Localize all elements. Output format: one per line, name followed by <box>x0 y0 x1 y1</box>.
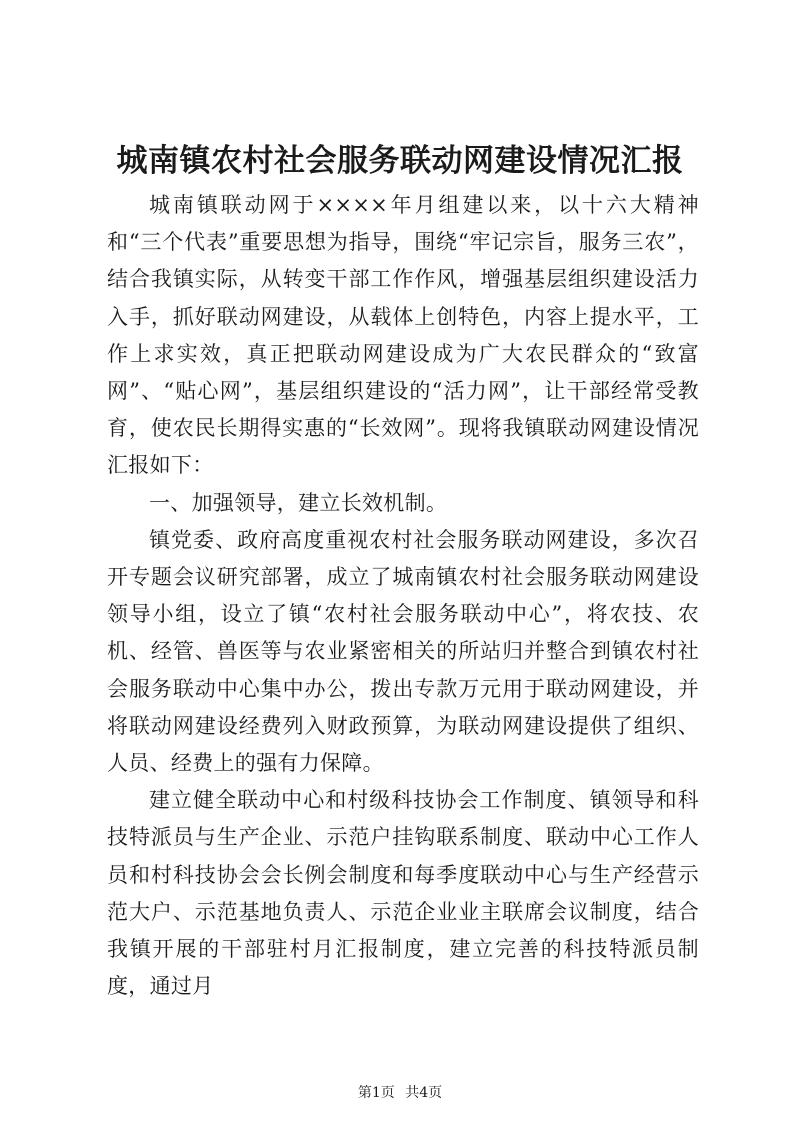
paragraph-systems: 建立健全联动中心和村级科技协会工作制度、镇领导和科技特派员与生产企业、示范户挂钩联系制度、联动中心工作人员和村科技协会会长例会制度和每季度联动中心与生产经营示范大户、示范基地负责人、示范企业业主联席会议制度，结合我镇开展的干部驻村月汇报制度，建立完善的科技特派员制度，通过月 <box>107 788 699 999</box>
page-number: 第1页 <box>357 1085 395 1101</box>
document-body <box>107 187 699 1005</box>
paragraph-intro: 城南镇联动网于××××年月组建以来，以十六大精神和“三个代表”重要思想为指导，围绕“牢记宗旨，服务三农”，结合我镇实际，从转变干部工作作风，增强基层组织建设活力入手，抓好联动网建设，从载体上创特色，内容上提水平，工作上求实效，真正把联动网建设成为广大农民群众的“致富网”、“贴心网”，基层组织建设的“活力网”，让干部经常受教育，使农民长期得实惠的“长效网”。现将我镇联动网建设情况汇报如下： <box>107 193 699 478</box>
page-total: 共4页 <box>405 1085 443 1101</box>
page-footer <box>0 1083 800 1103</box>
paragraph-leadership: 镇党委、政府高度重视农村社会服务联动网建设，多次召开专题会议研究部署，成立了城南镇农村社会服务联动网建设领导小组，设立了镇“农村社会服务联动中心”，将农技、农机、经管、兽医等与农业紧密相关的所站归并整合到镇农村社会服务联动中心集中办公，拨出专款万元用于联动网建设，并将联动网建设经费列入财政预算，为联动网建设提供了组织、人员、经费上的强有力保障。 <box>107 527 699 776</box>
document-title: 城南镇农村社会服务联动网建设情况汇报 <box>116 143 684 179</box>
section-heading-1: 一、加强领导，建立长效机制。 <box>149 490 448 515</box>
